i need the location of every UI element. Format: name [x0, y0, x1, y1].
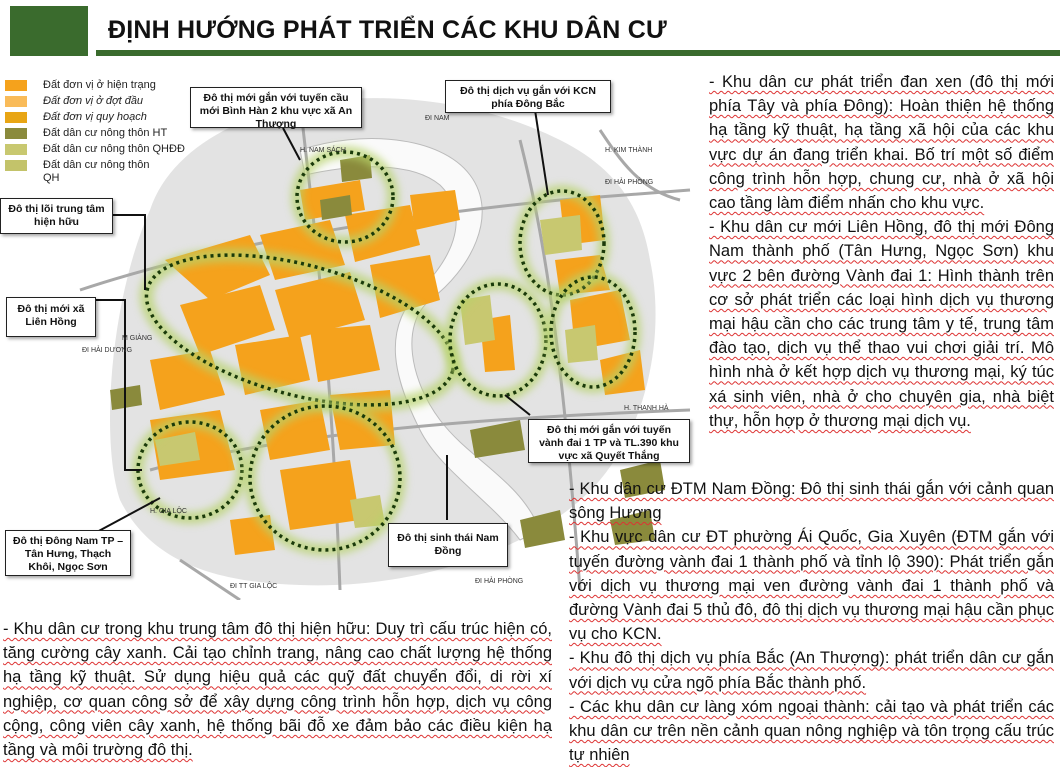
- right-text-lower: [569, 477, 1054, 767]
- map-label-di-nam: ĐI NAM: [425, 115, 450, 122]
- callout-dong-nam: Đô thị Đông Nam TP –Tân Hưng, Thạch Khôi, Ngọc Sơn: [5, 530, 131, 576]
- map-label-cam-giang: M GIÀNG: [122, 335, 153, 342]
- paragraph-text: - Các khu dân cư làng xóm ngoại thành: cải tạo và phát triển các khu dân cư trên nền cảnh quan nông nghiệp và tôn trọng cấu trúc tự nhiên: [569, 697, 1054, 765]
- map-label-thanh-ha: H. THANH HÀ: [624, 405, 669, 412]
- map-label-nam-sach: H. NAM SÁCH: [300, 147, 346, 154]
- legend-label: Đất dân cư nông thôn QHĐĐ: [43, 143, 185, 155]
- legend-swatch: [5, 80, 27, 91]
- callout-vanh-dai: Đô thị mới gắn với tuyến vành đai 1 TP và TL.390 khu vực xã Quyết Thắng: [528, 419, 690, 463]
- title-accent-block: [10, 6, 88, 56]
- legend-item: [3, 126, 178, 142]
- map-label-di-hai-phong-1: ĐI HẢI PHÒNG: [605, 179, 654, 186]
- paragraph: [709, 215, 1054, 433]
- paragraph-text: - Khu dân cư trong khu trung tâm đô thị hiện hữu: Duy trì cấu trúc hiện có, tăng cường cây xanh. Cải tạo chỉnh trang, nâng cao chất lượng hệ thống hạ tầng kỹ thuật. Sử dụng hiệu quả các quỹ đất chuyển đổi, di rời xí nghiệp, cơ quan công sở để xây dựng công trình hỗn hợp, dịch vụ công cộng, công viên cây xanh, hệ thống bãi đỗ xe đảm bảo các điều kiện hạ tầng và môi trường đô thị.: [3, 620, 552, 760]
- legend-swatch: [5, 144, 27, 155]
- legend-item: [3, 78, 178, 94]
- paragraph: [709, 70, 1054, 215]
- legend-item: [3, 110, 178, 126]
- paragraph-text: - Khu dân cư ĐTM Nam Đồng: Đô thị sinh thái gắn với cảnh quan sông Hương: [569, 480, 1054, 523]
- callout-trung-tam: Đô thị lõi trung tâm hiện hữu: [0, 198, 113, 234]
- callout-binh-han: Đô thị mới gắn với tuyến cầu mới Bình Hàn 2 khu vực xã An Thượng: [190, 87, 362, 128]
- legend-swatch: [5, 128, 27, 139]
- legend-item: [3, 94, 178, 110]
- legend-swatch: [5, 96, 27, 107]
- paragraph: [569, 695, 1054, 767]
- page-title: ĐỊNH HƯỚNG PHÁT TRIỂN CÁC KHU DÂN CƯ: [108, 16, 667, 44]
- legend-label: Đất dân cư nông thôn QH: [43, 159, 150, 184]
- bottom-left-text: [3, 617, 552, 762]
- paragraph: [569, 477, 1054, 525]
- legend-label: Đất đơn vị ở hiện trạng: [43, 79, 156, 91]
- legend-label: Đất dân cư nông thôn HT: [43, 127, 168, 139]
- map-label-hai-duong: ĐI HẢI DƯƠNG: [82, 347, 133, 354]
- map-label-di-hai-phong-2: ĐI HẢI PHÒNG: [475, 578, 524, 585]
- legend-item: [3, 142, 185, 158]
- right-text-upper: [709, 70, 1054, 433]
- legend-label: Đất đơn vị quy hoạch: [43, 111, 147, 123]
- legend-label: Đất đơn vị ở đợt đầu: [43, 95, 144, 107]
- callout-nam-dong: Đô thị sinh thái Nam Đồng: [388, 523, 508, 567]
- map-label-di-tt-gia-loc: ĐI TT GIA LỘC: [230, 583, 278, 590]
- paragraph: [569, 646, 1054, 694]
- paragraph-text: - Khu dân cư mới Liên Hồng, đô thị mới Đông Nam thành phố (Tân Hưng, Ngọc Sơn) khu vực 2 bên đường Vành đai 1: Hình thành trên cơ sở phát triển các loại hình dịch vụ thương mại hậu cần cho các trung tâm y tế, trung tâm đào tạo, dịch vụ thể thao vui chơi giải trí. Mô hình nhà ở kết hợp dịch vụ thương mại, ký túc xá sinh viên, nhà ở cho chuyên gia, nhà biệt thự, hỗn hợp ở thương mại dịch vụ.: [709, 218, 1054, 430]
- callout-kcn: Đô thị dịch vụ gắn với KCN phía Đông Bắc: [445, 80, 611, 113]
- map-legend: [3, 78, 185, 186]
- legend-swatch: [5, 112, 27, 123]
- title-bar: [96, 6, 1060, 56]
- paragraph: [569, 525, 1054, 646]
- paragraph-text: - Khu đô thị dịch vụ phía Bắc (An Thượng): phát triển dân cư gắn với dịch vụ cửa ngõ phía Bắc thành phố.: [569, 649, 1054, 692]
- paragraph-text: - Khu dân cư phát triển đan xen (đô thị mới phía Tây và phía Đông): Hoàn thiện hệ thống hạ tầng kỹ thuật, hạ tầng xã hội của các khu vực dự án đang triển khai. Bố trí một số điểm công trình hỗn hợp, chung cư, nhà ở xã hội cao tầng làm điểm nhấn cho khu vực.: [709, 73, 1054, 213]
- callout-lien-hong: Đô thị mới xã Liên Hồng: [6, 297, 96, 337]
- map-label-kim-thanh: H. KIM THÀNH: [605, 147, 653, 154]
- paragraph-text: - Khu vực dân cư ĐT phường Ái Quốc, Gia Xuyên (ĐTM gắn với tuyến đường vành đai 1 thành phố và tỉnh lộ 390): Phát triển gắn với dịch vụ thương mại ven đường vành đai 1 thành phố và đường Vành đai 5 thủ đô, đô thị dịch vụ thương mại hậu cần phục vụ cho KCN.: [569, 528, 1054, 644]
- legend-item: [3, 158, 178, 186]
- legend-swatch: [5, 160, 27, 171]
- map-label-gia-loc: H. GIA LỘC: [150, 508, 187, 515]
